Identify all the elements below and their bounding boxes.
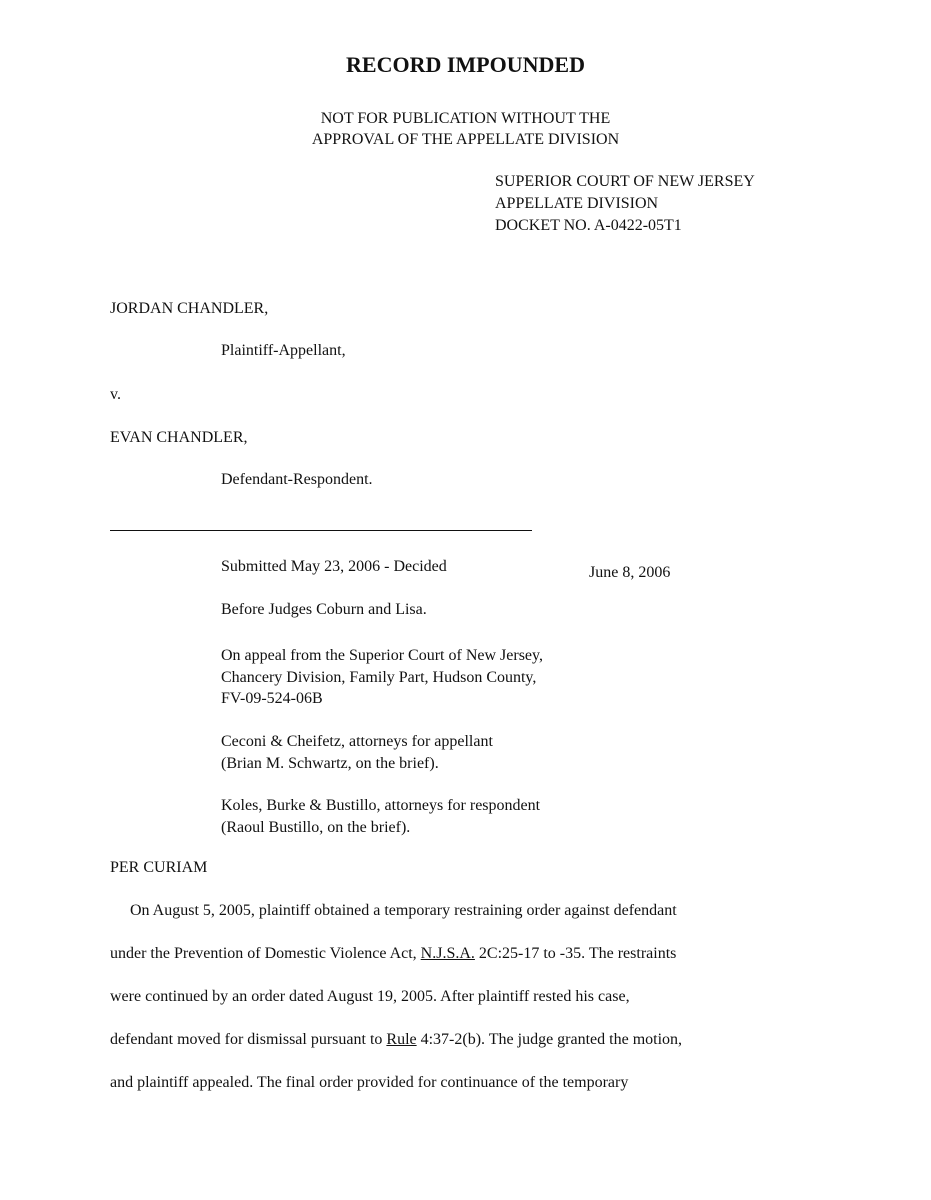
per-curiam-heading: PER CURIAM — [110, 859, 208, 876]
caption-divider — [110, 530, 532, 531]
respondent-counsel-line-2: (Raoul Bustillo, on the brief). — [221, 818, 411, 836]
appellant-counsel-line-1: Ceconi & Cheifetz, attorneys for appellant — [221, 733, 493, 750]
court-name: SUPERIOR COURT OF NEW JERSEY — [495, 173, 755, 190]
appeal-line-2: Chancery Division, Family Part, Hudson County, — [221, 668, 537, 686]
opinion-line-3: were continued by an order dated August 19, 2005. After plaintiff rested his case, — [110, 988, 630, 1005]
appeal-line-1: On appeal from the Superior Court of New Jersey, — [221, 647, 543, 664]
decided-date: June 8, 2006 — [589, 564, 671, 581]
statute-citation: N.J.S.A. — [420, 945, 475, 962]
versus: v. — [110, 386, 121, 403]
defendant-role: Defendant-Respondent. — [221, 471, 373, 488]
opinion-line-2-rest: 2C:25-17 to -35. The restraints — [474, 945, 677, 962]
opinion-line-2-text: under the Prevention of Domestic Violence Act, — [110, 945, 421, 962]
appellant-counsel-line-2: (Brian M. Schwartz, on the brief). — [221, 754, 439, 772]
record-impounded-title: RECORD IMPOUNDED — [346, 52, 585, 77]
opinion-line-4-rest: 4:37-2(b). The judge granted the motion, — [416, 1031, 683, 1048]
opinion-line-4-text: defendant moved for dismissal pursuant to — [110, 1031, 387, 1048]
court-division: APPELLATE DIVISION — [495, 195, 659, 212]
docket-number: DOCKET NO. A-0422-05T1 — [495, 217, 682, 234]
opinion-line-1: On August 5, 2005, plaintiff obtained a temporary restraining order against defendant — [130, 902, 677, 919]
respondent-counsel-block — [221, 795, 641, 838]
appellant-counsel-block — [221, 731, 641, 774]
submitted-date: Submitted May 23, 2006 - Decided — [221, 558, 447, 575]
judges-line: Before Judges Coburn and Lisa. — [221, 601, 427, 618]
plaintiff-name: JORDAN CHANDLER, — [110, 300, 269, 317]
notice-line-1: NOT FOR PUBLICATION WITHOUT THE — [320, 110, 611, 127]
opinion-line-5: and plaintiff appealed. The final order provided for continuance of the temporary — [110, 1074, 629, 1091]
opinion-text — [110, 903, 830, 1118]
plaintiff-role: Plaintiff-Appellant, — [221, 342, 346, 359]
appeal-line-3: FV-09-524-06B — [221, 690, 323, 707]
publication-notice — [0, 108, 931, 150]
opinion-line-4 — [110, 1032, 830, 1075]
court-block — [495, 171, 755, 237]
notice-line-2: APPROVAL OF THE APPELLATE DIVISION — [311, 131, 620, 148]
respondent-counsel-line-1: Koles, Burke & Bustillo, attorneys for respondent — [221, 797, 541, 814]
rule-citation: Rule — [386, 1031, 417, 1048]
defendant-name: EVAN CHANDLER, — [110, 429, 248, 446]
opinion-line-2 — [110, 946, 830, 989]
appeal-from-block — [221, 645, 641, 710]
